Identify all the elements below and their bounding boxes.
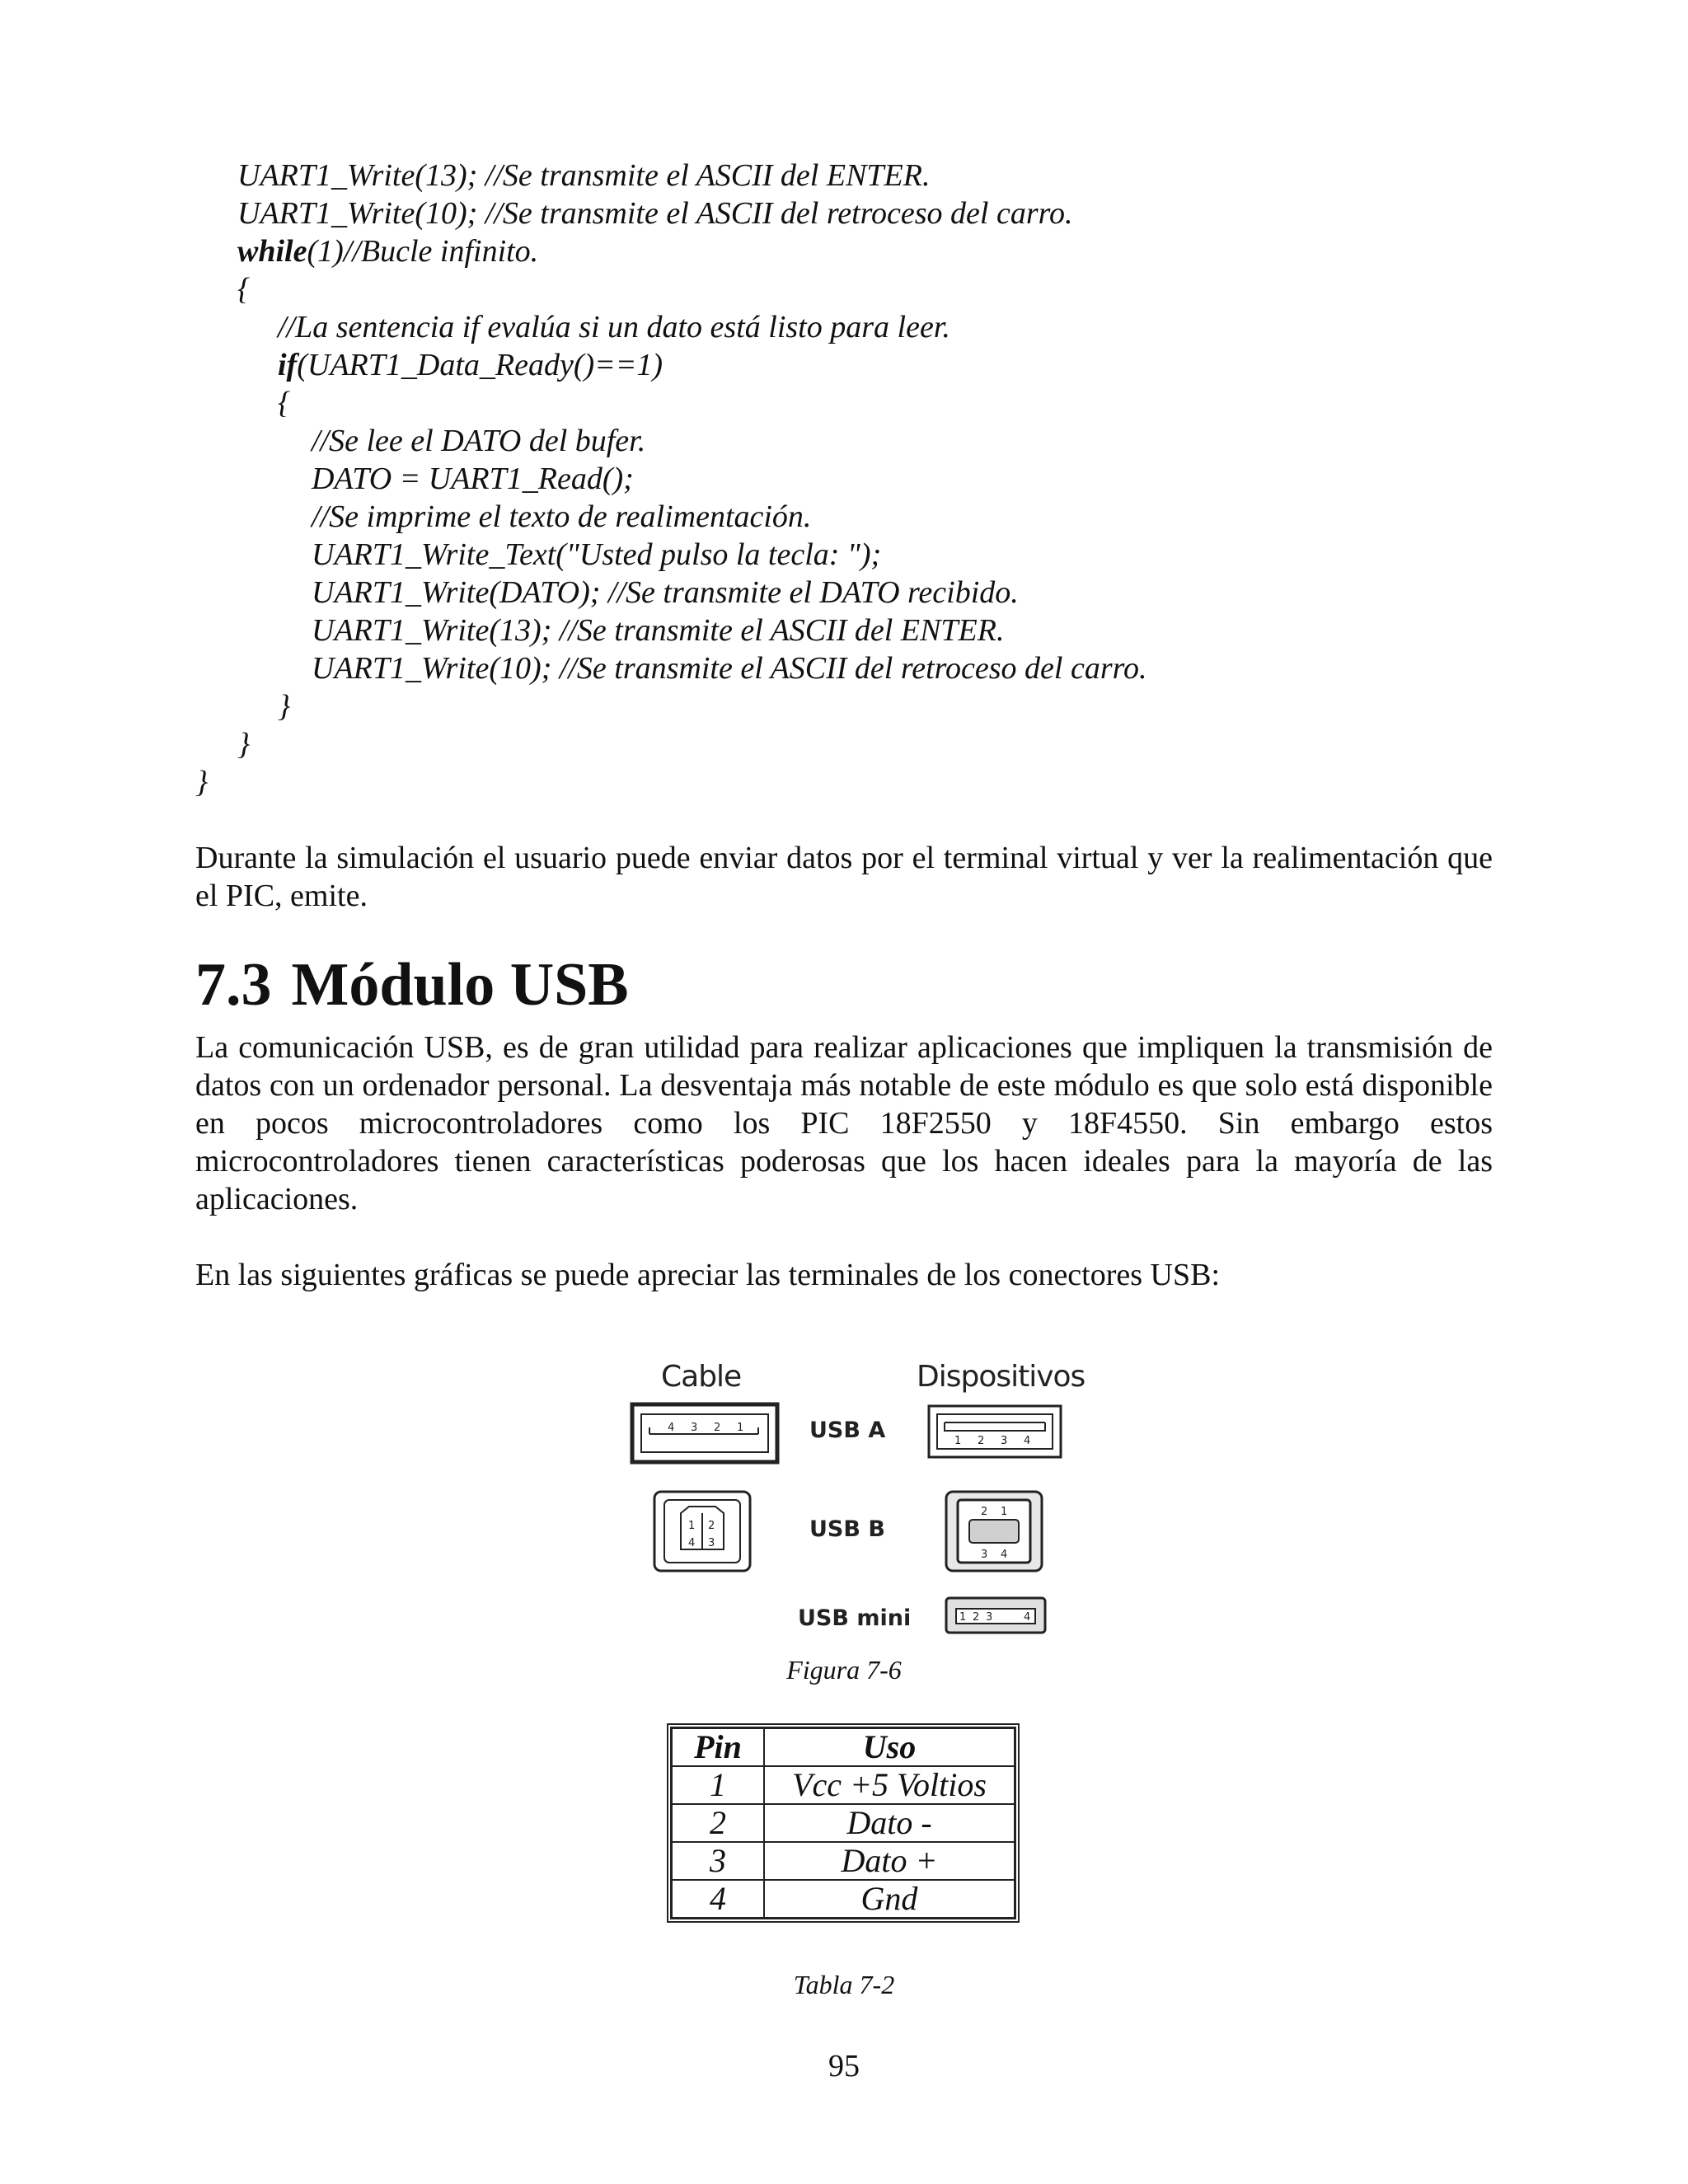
code-brace: } <box>237 727 251 762</box>
code-line: UART1_Write(13); //Se transmite el ASCII del ENTER. <box>237 158 931 193</box>
usb-a-device-pin: 4 <box>1024 1435 1031 1447</box>
usb-b-cable-connector <box>654 1492 750 1571</box>
figure-row-usb-b: USB B <box>809 1516 885 1542</box>
code-brace: { <box>237 272 251 307</box>
usb-a-cable-pin: 1 <box>737 1422 744 1434</box>
table-cell-pin: 4 <box>672 1880 765 1919</box>
usb-b-device-connector <box>946 1492 1042 1571</box>
code-line-text: (UART1_Data_Ready()==1) <box>297 348 663 382</box>
section-heading <box>195 948 629 1022</box>
code-brace: } <box>278 689 291 724</box>
table-row <box>672 1880 1015 1919</box>
usb-a-device-pin: 1 <box>954 1435 962 1447</box>
table-header-pin: Pin <box>672 1728 765 1767</box>
usb-connectors-drawing <box>626 1352 1088 1644</box>
code-line: UART1_Write(DATO); //Se transmite el DATO recibido. <box>312 575 1019 610</box>
figure-col-dispositivos: Dispositivos <box>917 1360 1085 1394</box>
code-line <box>278 346 663 384</box>
table-cell-uso: Dato - <box>764 1804 1015 1842</box>
keyword-if: if <box>278 348 298 382</box>
usb-connectors-figure <box>626 1352 1088 1644</box>
usb-a-cable-connector <box>632 1404 777 1462</box>
page-number: 95 <box>828 2049 860 2083</box>
keyword-while: while <box>237 234 307 269</box>
code-brace: } <box>195 765 209 799</box>
table-row <box>672 1804 1015 1842</box>
usb-b-device-pin: 3 <box>981 1549 988 1561</box>
usb-b-cable-pin: 2 <box>708 1520 715 1532</box>
code-line-text: (1)//Bucle infinito. <box>307 234 539 269</box>
table-header-uso: Uso <box>764 1728 1015 1767</box>
usb-a-cable-pin: 2 <box>714 1422 721 1434</box>
table-cell-uso: Vcc +5 Voltios <box>764 1766 1015 1804</box>
usb-b-cable-pin: 1 <box>688 1520 696 1532</box>
usb-b-cable-pin: 4 <box>688 1537 696 1549</box>
code-line: DATO = UART1_Read(); <box>312 462 634 496</box>
section-title: Módulo USB <box>291 951 629 1019</box>
code-line: //Se lee el DATO del bufer. <box>312 424 646 458</box>
paragraph-usb-intro: La comunicación USB, es de gran utilidad para realizar aplicaciones que impliquen la transmisión de datos con un ordenador personal. La desventaja más notable de este módulo es que solo está disponible en pocos microcontroladores como los PIC 18F2550 y 18F4550. Sin embargo estos microcontroladores tienen características poderosas que los hacen ideales para la mayoría de las aplicaciones. <box>195 1030 1493 1216</box>
usb-b-device-pin: 2 <box>981 1506 988 1518</box>
usb-a-device-pin: 2 <box>978 1435 985 1447</box>
section-number: 7.3 <box>195 951 272 1019</box>
usb-mini-pin: 2 <box>973 1611 980 1624</box>
usb-a-device-connector <box>929 1406 1061 1457</box>
table-cell-pin: 3 <box>672 1842 765 1880</box>
code-line <box>237 232 538 270</box>
usb-mini-device-connector <box>946 1598 1045 1633</box>
figure-row-usb-a: USB A <box>809 1418 886 1443</box>
usb-pin-table <box>670 1727 1016 1919</box>
figure-caption: Figura 7-6 <box>786 1655 902 1685</box>
code-line: UART1_Write_Text("Usted pulso la tecla: "); <box>312 537 882 572</box>
table-cell-pin: 2 <box>672 1804 765 1842</box>
code-brace: { <box>278 386 291 420</box>
usb-a-cable-pin: 4 <box>668 1422 675 1434</box>
table-row <box>672 1842 1015 1880</box>
usb-b-device-pin: 4 <box>1001 1549 1008 1561</box>
usb-b-cable-pin: 3 <box>708 1537 715 1549</box>
usb-b-device-pin: 1 <box>1001 1506 1008 1518</box>
table-cell-uso: Gnd <box>764 1880 1015 1919</box>
table-header-row <box>672 1728 1015 1767</box>
usb-mini-pin: 1 <box>959 1611 967 1624</box>
code-line: //La sentencia if evalúa si un dato está listo para leer. <box>278 310 950 344</box>
code-line: UART1_Write(10); //Se transmite el ASCII del retroceso del carro. <box>237 196 1073 231</box>
figure-col-cable: Cable <box>661 1360 742 1394</box>
figure-row-usb-mini: USB mini <box>798 1605 912 1631</box>
table-row <box>672 1766 1015 1804</box>
usb-a-device-pin: 3 <box>1001 1435 1008 1447</box>
table-cell-uso: Dato + <box>764 1842 1015 1880</box>
code-line: UART1_Write(13); //Se transmite el ASCII del ENTER. <box>312 613 1005 648</box>
paragraph-simulation: Durante la simulación el usuario puede enviar datos por el terminal virtual y ver la realimentación que el PIC, emite. <box>195 841 1493 913</box>
code-line: UART1_Write(10); //Se transmite el ASCII del retroceso del carro. <box>312 651 1147 686</box>
code-line: //Se imprime el texto de realimentación. <box>312 499 812 534</box>
table-cell-pin: 1 <box>672 1766 765 1804</box>
usb-mini-pin: 3 <box>986 1611 993 1624</box>
usb-mini-pin: 4 <box>1024 1611 1031 1624</box>
table-caption: Tabla 7-2 <box>793 1970 895 1999</box>
paragraph-graficas: En las siguientes gráficas se puede apreciar las terminales de los conectores USB: <box>195 1258 1221 1292</box>
usb-a-cable-pin: 3 <box>691 1422 698 1434</box>
